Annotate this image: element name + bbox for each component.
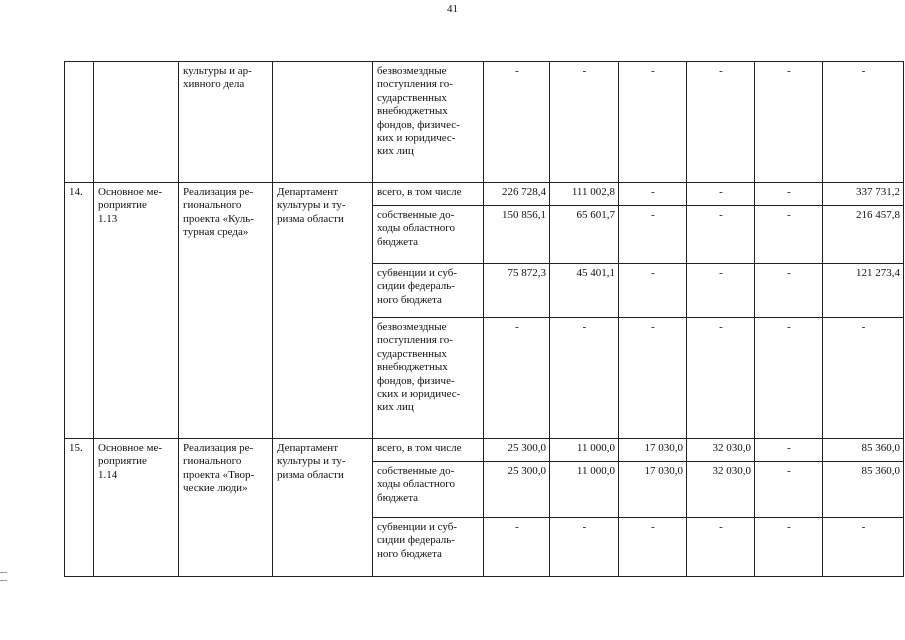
funding-source-label: субвенции и суб- сидии федераль- ного бюджета: [377, 267, 457, 306]
value-cell: -: [550, 518, 619, 577]
value-cell: 337 731,2: [823, 183, 904, 206]
number-cell: 15.: [65, 439, 94, 577]
value-cell: 65 601,7: [550, 206, 619, 264]
budget-table: [64, 61, 904, 577]
project-cell: [179, 183, 273, 439]
funding-source-label: безвозмездные поступления го- сударственных внебюджетных фондов, физиче- ских и юридичес- ких лиц: [377, 321, 461, 414]
value-cell: -: [550, 318, 619, 439]
name-text: Основное ме- роприятие 1.14: [98, 442, 163, 481]
executor-cell: [273, 183, 373, 439]
value-cell: 85 360,0: [823, 462, 904, 518]
value-cell: -: [484, 62, 550, 183]
funding-source-label: безвозмездные поступления го- сударственных внебюджетных фондов, физичес- ких и юридичес- ких лиц: [377, 65, 460, 158]
funding-source-cell: [373, 62, 484, 183]
value-cell: 111 002,8: [550, 183, 619, 206]
value-cell: -: [823, 62, 904, 183]
value-cell: 17 030,0: [619, 462, 687, 518]
executor-cell: [273, 439, 373, 577]
number-cell: [65, 62, 94, 183]
table-body: [65, 62, 904, 577]
number-cell: 14.: [65, 183, 94, 439]
funding-source-cell: [373, 462, 484, 518]
executor-text: Департамент культуры и ту- ризма области: [277, 186, 346, 225]
project-text: Реализация ре- гионального проекта «Куль- турная среда»: [183, 186, 254, 239]
page-number: 41: [447, 3, 458, 15]
value-cell: 11 000,0: [550, 462, 619, 518]
value-cell: -: [619, 318, 687, 439]
table-row: [65, 62, 904, 183]
value-cell: -: [619, 264, 687, 318]
funding-source-label: собственные до- ходы областного бюджета: [377, 209, 456, 248]
name-cell: [94, 183, 179, 439]
value-cell: -: [550, 62, 619, 183]
value-cell: -: [619, 206, 687, 264]
table-row: [65, 183, 904, 206]
value-cell: 121 273,4: [823, 264, 904, 318]
value-cell: 75 872,3: [484, 264, 550, 318]
value-cell: 85 360,0: [823, 439, 904, 462]
funding-source-cell: [373, 318, 484, 439]
funding-source-cell: [373, 518, 484, 577]
value-cell: -: [687, 206, 755, 264]
funding-source-cell: всего, в том числе: [373, 183, 484, 206]
funding-source-label: субвенции и суб- сидии федераль- ного бюджета: [377, 521, 457, 560]
table-row: [65, 439, 904, 462]
value-cell: -: [755, 62, 823, 183]
project-cell: [179, 439, 273, 577]
value-cell: 17 030,0: [619, 439, 687, 462]
value-cell: -: [755, 183, 823, 206]
name-cell: [94, 439, 179, 577]
value-cell: 32 030,0: [687, 462, 755, 518]
name-cell: [94, 62, 179, 183]
value-cell: -: [687, 183, 755, 206]
value-cell: -: [619, 183, 687, 206]
funding-source-cell: всего, в том числе: [373, 439, 484, 462]
value-cell: -: [755, 518, 823, 577]
value-cell: 216 457,8: [823, 206, 904, 264]
value-cell: -: [823, 518, 904, 577]
value-cell: -: [687, 264, 755, 318]
value-cell: 45 401,1: [550, 264, 619, 318]
executor-text: культуры и ар- хивного дела: [183, 65, 252, 91]
value-cell: -: [755, 439, 823, 462]
scan-mark: [0, 572, 7, 573]
value-cell: -: [755, 264, 823, 318]
value-cell: -: [687, 518, 755, 577]
value-cell: -: [619, 62, 687, 183]
value-cell: 25 300,0: [484, 439, 550, 462]
value-cell: 25 300,0: [484, 462, 550, 518]
value-cell: -: [484, 318, 550, 439]
funding-source-cell: [373, 206, 484, 264]
funding-source-label: собственные до- ходы областного бюджета: [377, 465, 456, 504]
value-cell: -: [755, 206, 823, 264]
scan-mark: [0, 580, 7, 581]
value-cell: -: [619, 518, 687, 577]
department-cell: [273, 62, 373, 183]
value-cell: 150 856,1: [484, 206, 550, 264]
value-cell: -: [687, 62, 755, 183]
funding-source-cell: [373, 264, 484, 318]
value-cell: -: [823, 318, 904, 439]
value-cell: -: [687, 318, 755, 439]
value-cell: 11 000,0: [550, 439, 619, 462]
value-cell: -: [755, 318, 823, 439]
executor-cell: [179, 62, 273, 183]
value-cell: -: [484, 518, 550, 577]
executor-text: Департамент культуры и ту- ризма области: [277, 442, 346, 481]
project-text: Реализация ре- гионального проекта «Твор- ческие люди»: [183, 442, 255, 495]
name-text: Основное ме- роприятие 1.13: [98, 186, 163, 225]
value-cell: 226 728,4: [484, 183, 550, 206]
value-cell: 32 030,0: [687, 439, 755, 462]
value-cell: -: [755, 462, 823, 518]
